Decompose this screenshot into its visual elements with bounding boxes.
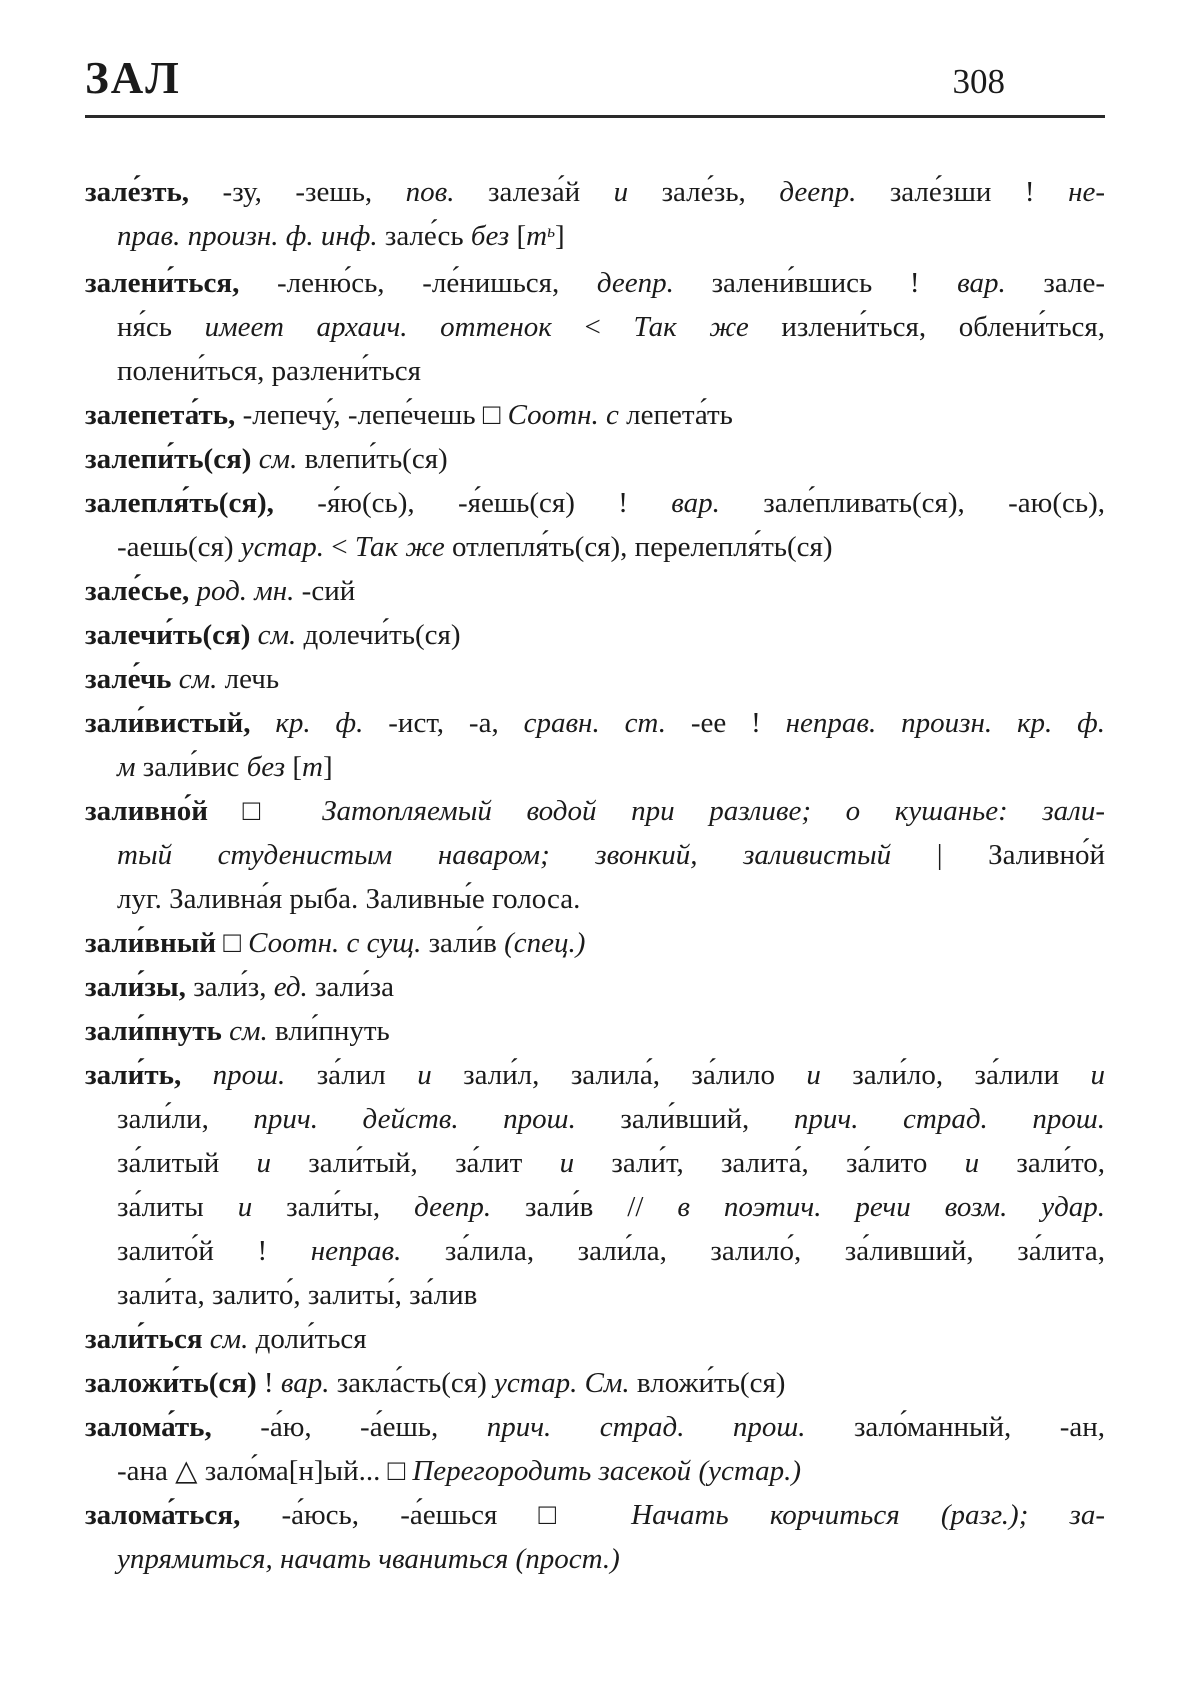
text-run: т [526,220,548,252]
text-run: вар. [671,487,720,519]
text-run: закла́сть(ся) [329,1367,495,1399]
dictionary-entry [85,1361,1105,1405]
entry-line [85,349,1105,393]
headword: залома́ть, [85,1411,212,1443]
headword: заложи́ть(ся) [85,1367,257,1399]
text-run: -ее ! [665,707,786,739]
text-run: (спец.) [504,927,586,959]
headword: зали́ть, [85,1059,182,1091]
dictionary-entry [85,481,1105,569]
text-run: зали́тый, за́лит [271,1147,560,1179]
text-run: Начать корчиться (разг.); за- [631,1499,1105,1531]
text-run: см. [178,663,218,695]
text-run: прич. страд. прош. [486,1411,806,1443]
entry-line [85,1405,1105,1449]
text-run: ед. [273,971,308,1003]
headword: заливно́й [85,795,208,827]
text-run: зали́за [307,971,394,1003]
text-run: зали́з, [185,971,274,1003]
text-run: Затопляемый водой при разливе; о кушанье: зали- [322,795,1105,827]
text-run: пов. [405,176,455,208]
entry-line [85,789,1105,833]
dictionary-entry [85,1493,1105,1581]
text-run: зали́вис [135,751,247,783]
entry-line [85,921,1105,965]
entry-line [85,214,1105,261]
text-run: зало́манный, -ан, [805,1411,1106,1443]
text-run: зали́та, залито́, залиты́, за́лив [117,1279,478,1311]
text-run: ня́сь [117,311,205,343]
text-run: зали́ты, [252,1191,415,1223]
dictionary-entry [85,1405,1105,1493]
dictionary-entry [85,393,1105,437]
text-run [172,663,179,695]
entry-line [85,393,1105,437]
text-run: (устар.) [698,1455,802,1487]
text-run: зале́пливать(ся), -аю(сь), [719,487,1105,519]
text-run: -лепечу́, -лепе́чешь □ [235,399,508,431]
headword: зале́зть, [85,176,190,208]
entry-line [85,1009,1105,1053]
entry-line [85,1141,1105,1185]
text-run: кр. ф. [275,707,364,739]
text-run: < [551,311,634,343]
headword: залепля́ть(ся), [85,487,274,519]
text-run: ! [256,1367,281,1399]
text-run: зали́л, залила́, за́лило [431,1059,807,1091]
entry-line [85,1449,1105,1493]
entry-line [85,1053,1105,1097]
text-run: Соотн. с [507,399,619,431]
text-run: зале́зши ! [856,176,1069,208]
text-run: доли́ться [248,1323,367,1355]
text-run: зали́т, залита́, за́лито [574,1147,965,1179]
headword: залепета́ть, [85,399,236,431]
text-run: Соотн. с сущ. [248,927,422,959]
headword: зали́зы, [85,971,186,1003]
text-run: зали́в [421,927,505,959]
text-run: вложи́ть(ся) [629,1367,786,1399]
text-run: лепета́ть [618,399,733,431]
text-run: излени́ться, облени́ться, [748,311,1105,343]
text-run: зале́сь [384,220,471,252]
text-run [250,707,275,739]
text-run: влепи́ть(ся) [297,443,448,475]
text-run: деепр. [414,1191,492,1223]
text-run: и [237,1191,253,1223]
entries [85,170,1105,1581]
header-rule [85,115,1105,118]
text-run: -я́ю(сь), -я́ешь(ся) ! [273,487,672,519]
text-run: в поэтич. речи возм. удар. [677,1191,1106,1223]
dictionary-entry [85,613,1105,657]
text-run: -аешь(ся) [117,531,241,563]
entry-line [85,965,1105,1009]
dictionary-entry [85,261,1105,393]
headword: зали́вистый, [85,707,251,739]
text-run: и [613,176,629,208]
dictionary-entry [85,437,1105,481]
text-run: прич. действ. прош. [253,1103,576,1135]
text-run [251,443,258,475]
text-run: и [559,1147,575,1179]
text-run: зали́вший, [575,1103,794,1135]
text-run: -леню́сь, -ле́нишься, [239,267,597,299]
headword: зале́чь [85,663,172,695]
text-run: деепр. [596,267,674,299]
text-run: < [324,531,355,563]
headword: зале́сье, [85,575,190,607]
text-run: -а́ю, -а́ешь, [211,1411,487,1443]
text-run: лечь [217,663,280,695]
dictionary-entry [85,657,1105,701]
entry-line [85,1493,1105,1537]
text-run: см. [257,619,297,651]
text-run: ] [555,220,565,252]
text-run: -ист, -а, [363,707,524,739]
text-run: | Заливно́й [891,839,1105,871]
dictionary-entry [85,965,1105,1009]
text-run: зале́зь, [628,176,780,208]
entry-line [85,525,1105,569]
dictionary-entry [85,1053,1105,1317]
headword: зали́ться [85,1323,203,1355]
text-run: луг. Заливна́я рыба. Заливны́е голоса. [117,883,581,915]
text-run [250,619,257,651]
dictionary-entry [85,789,1105,921]
entry-line [85,1361,1105,1405]
running-head-keyword: ЗАЛ [85,53,181,103]
text-run: неправ. [310,1235,402,1267]
text-run: Перегородить засекой [412,1455,692,1487]
text-run: см. [258,443,298,475]
headword: зали́пнуть [85,1015,222,1047]
text-run: зали́ли, [117,1103,254,1135]
entry-line [85,569,1105,613]
dictionary-entry [85,170,1105,261]
text-run: залито́й ! [117,1235,311,1267]
text-run: за́литы [117,1191,238,1223]
text-run: -зу, -зешь, [189,176,406,208]
text-run: за́лил [285,1059,418,1091]
text-run: зали́ло, за́лили [820,1059,1091,1091]
entry-line [85,437,1105,481]
text-run: не- [1068,176,1105,208]
text-run: зали́в // [491,1191,678,1223]
dictionary-entry [85,1317,1105,1361]
text-run [181,1059,212,1091]
entry-line [85,613,1105,657]
text-run: и [256,1147,272,1179]
text-run: прош. [212,1059,286,1091]
text-run: без [246,751,286,783]
text-run: и [417,1059,432,1091]
text-run: залени́вшись ! [673,267,958,299]
text-run: прав. произн. ф. инф. [117,220,385,252]
text-run: неправ. произн. кр. ф. [785,707,1105,739]
page-number: 308 [952,62,1005,101]
headword: залепи́ть(ся) [85,443,252,475]
entry-line [85,1229,1105,1273]
entry-line [85,170,1105,214]
dictionary-entry [85,701,1105,789]
headword: залечи́ть(ся) [85,619,251,651]
text-run: см. [209,1323,249,1355]
entry-line [85,701,1105,745]
text-run: вар. [280,1367,330,1399]
text-run: устар. См. [494,1367,630,1399]
text-run: □ [216,927,249,959]
headword: залома́ться, [85,1499,241,1531]
text-run: вар. [957,267,1006,299]
text-run: -ана △ зало́ма[н]ый... □ [117,1455,413,1487]
entry-line [85,877,1105,921]
text-run: за́литый [117,1147,257,1179]
text-run: и [1090,1059,1106,1091]
dictionary-entry [85,921,1105,965]
text-run: полени́ться, разлени́ться [117,355,421,387]
entry-line [85,1317,1105,1361]
entry-line [85,305,1105,349]
text-run: отлепля́ть(ся), перелепля́ть(ся) [444,531,833,563]
text-run: Так же [354,531,445,563]
text-run: род. мн. [196,575,295,607]
text-run: прич. страд. прош. [793,1103,1105,1135]
text-run: упрямиться, начать чваниться (прост.) [117,1543,620,1575]
entry-line [85,481,1105,525]
text-run: долечи́ть(ся) [296,619,461,651]
text-run: ь [547,221,556,242]
text-run: залеза́й [454,176,614,208]
text-run: -а́юсь, -а́ешься □ [240,1499,632,1531]
text-run [203,1323,210,1355]
headword: залени́ться, [85,267,240,299]
entry-line [85,261,1105,305]
page-header [85,53,1105,103]
text-run: тый студенистым наваром; звонкий, заливистый [117,839,892,871]
text-run: вли́пнуть [267,1015,390,1047]
text-run: за́лила, зали́ла, залило́, за́ливший, за́лита, [401,1235,1105,1267]
entry-line [85,1537,1105,1581]
text-run: без [470,220,517,252]
dictionary-entry [85,569,1105,613]
entry-line [85,833,1105,877]
text-run: ] [322,751,333,783]
text-run: устар. [240,531,325,563]
text-run: сравн. ст. [523,707,666,739]
text-run: м [117,751,136,783]
text-run: -сий [294,575,356,607]
entry-line [85,745,1105,789]
text-run: зале- [1005,267,1106,299]
entry-line [85,657,1105,701]
text-run: см. [229,1015,268,1047]
text-run: Так же [633,311,749,343]
headword: зали́вный [85,927,217,959]
text-run: т [302,751,323,783]
text-run: [ [516,220,527,252]
text-run: зали́то, [979,1147,1105,1179]
dictionary-entry [85,1009,1105,1053]
entry-line [85,1097,1105,1141]
text-run: имеет архаич. оттенок [204,311,552,343]
text-run: и [806,1059,821,1091]
text-run: деепр. [779,176,857,208]
entry-line [85,1185,1105,1229]
entry-line [85,1273,1105,1317]
text-run: [ [285,751,302,783]
text-run: и [964,1147,980,1179]
text-run: □ [207,795,323,827]
